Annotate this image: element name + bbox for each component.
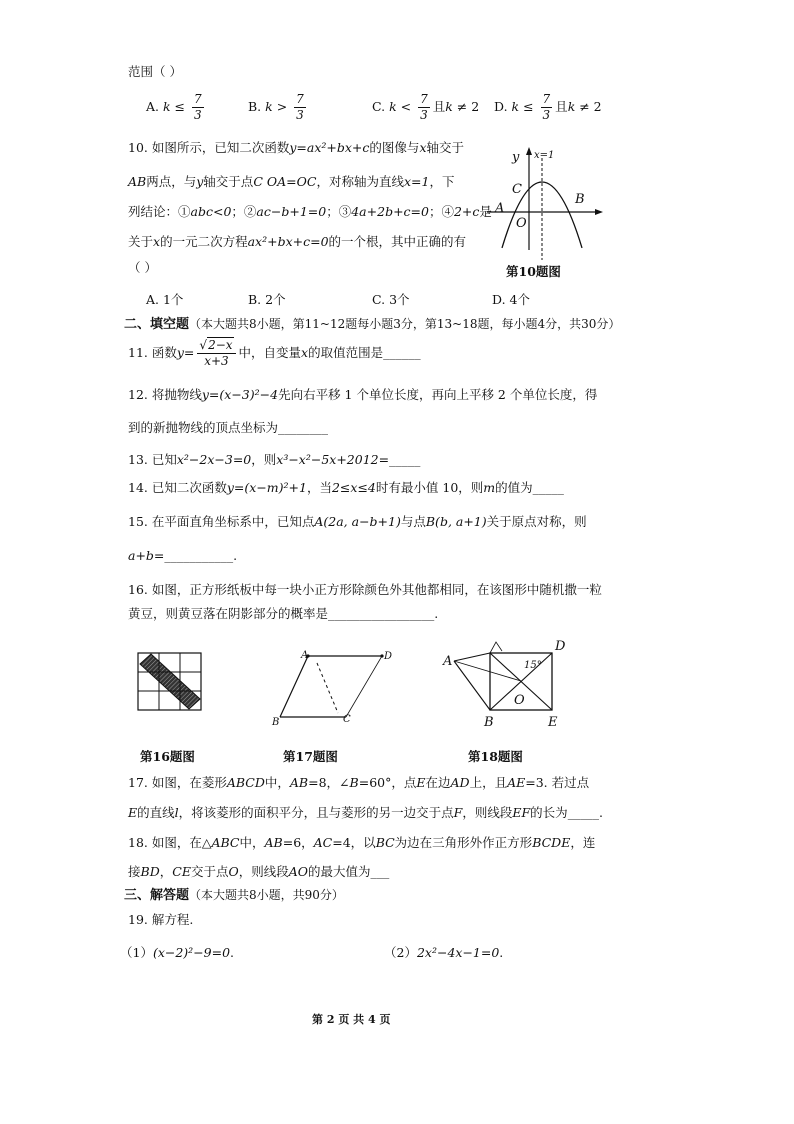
question-12-line-1	[128, 386, 597, 404]
math-expression: AE	[507, 775, 526, 790]
question-9-option-d	[494, 93, 602, 122]
math-expression: F	[453, 805, 463, 820]
question-13	[128, 451, 420, 469]
answer-blank: _____	[532, 480, 564, 495]
text-run: 15. 在平面直角坐标系中，已知点	[128, 514, 315, 529]
math-expression: E	[128, 805, 138, 820]
math-expression: y=	[176, 345, 195, 360]
text-run: 上，且	[469, 775, 508, 790]
question-19-part-2	[384, 944, 503, 962]
answer-blank: _________________	[328, 606, 435, 621]
text-run: 的最大值为	[308, 864, 371, 879]
math-expression: AB	[289, 775, 309, 790]
answer-blank: ______	[383, 345, 421, 360]
text-run: ≤	[519, 99, 538, 114]
math-expression: E	[416, 775, 426, 790]
math-expression: CE	[172, 864, 191, 879]
side-cd	[346, 656, 382, 717]
text-run: .	[434, 606, 439, 621]
text-run: 时有最小值 10，则	[375, 480, 484, 495]
question-18-line-1	[128, 834, 595, 852]
text-run: 列结论：①	[128, 204, 191, 219]
text-run: ，下	[429, 174, 455, 189]
fraction-numerator: 7	[420, 92, 428, 106]
side-ab	[280, 656, 308, 717]
page-footer: 第 2 页 共 4 页	[312, 1013, 391, 1026]
question-10-option-b	[248, 291, 286, 309]
math-expression: B	[349, 775, 359, 790]
text-run: 接	[128, 864, 141, 879]
question-19-part-1	[120, 944, 234, 962]
text-run: =3. 若过点	[525, 775, 590, 790]
question-17-line-1	[128, 774, 589, 792]
math-expression: y=ax²+bx+c	[289, 140, 370, 155]
text-run: <	[396, 99, 416, 114]
text-run: ，连	[570, 835, 596, 850]
section-note: （本大题共8小题，第11~12题每小题3分，第13~18题，每小题4分，共30分）	[189, 317, 621, 331]
math-expression: EF	[512, 805, 531, 820]
math-expression: y	[196, 174, 204, 189]
text-run: 交于点	[190, 864, 229, 879]
text-run: 的长为	[530, 805, 568, 820]
math-expression: l	[174, 805, 179, 820]
symmetry-axis-label: x=1	[534, 150, 555, 161]
text-run: 14. 已知二次函数	[128, 480, 227, 495]
math-expression: AB	[128, 174, 147, 189]
math-expression: k	[567, 99, 576, 114]
question-10-answer-bracket	[128, 259, 157, 277]
text-run: ，则线段	[238, 864, 289, 879]
y-axis-arrow	[526, 147, 532, 155]
fraction	[294, 93, 306, 122]
text-run: 在边	[425, 775, 451, 790]
text-run: 两点，与	[146, 174, 197, 189]
text-run: 11. 函数	[128, 345, 177, 360]
text-run: 的图像与	[369, 140, 420, 155]
point-a-label: A	[495, 201, 505, 216]
question-10-option-d	[492, 291, 530, 309]
fraction-numerator: 7	[193, 92, 202, 106]
question-9-stem-continuation	[128, 63, 182, 81]
math-expression: 2+c	[453, 204, 480, 219]
segment-ao	[454, 661, 521, 681]
fraction-numerator: 7	[542, 92, 551, 106]
math-expression: AC	[313, 835, 333, 850]
question-16-line-1	[128, 581, 602, 599]
text-run: C.	[372, 99, 390, 114]
text-run: 黄豆，则黄豆落在阴影部分的概率是	[128, 606, 329, 621]
fraction-numerator: 7	[296, 92, 304, 106]
math-expression: x	[419, 140, 427, 155]
question-12-line-2	[128, 419, 328, 437]
text-run: 18. 如图，在△	[128, 835, 212, 850]
math-expression: A(2a, a−b+1)	[314, 514, 401, 529]
dashed-bisector-line	[317, 663, 338, 713]
question-14	[128, 479, 564, 497]
text-run: 关于	[128, 234, 154, 249]
math-expression: 2≤x≤4	[331, 480, 376, 495]
handwritten-angle-note: 15°	[524, 660, 542, 671]
text-run: ，将该菱形的面积平分，且与菱形的另一边交于点	[178, 805, 454, 820]
question-10-option-c	[372, 291, 410, 309]
math-expression: x²−2x−3=0	[176, 452, 252, 467]
text-run: ，当	[306, 480, 332, 495]
text-run: 的值为	[495, 480, 533, 495]
text-run: B. 2个	[248, 292, 286, 307]
text-run: >	[272, 99, 292, 114]
math-expression: ABCD	[226, 775, 265, 790]
handwritten-mark	[490, 642, 502, 653]
text-run: 13. 已知	[128, 452, 177, 467]
math-expression: x³−x²−5x+2012=	[276, 452, 390, 467]
question-15-line-2	[128, 547, 237, 565]
figure-16-grid-board	[136, 650, 206, 716]
fraction-denominator: 3	[542, 108, 551, 122]
question-10-line-1	[128, 139, 464, 157]
radicand: 2−x	[208, 338, 233, 352]
text-run: 的一元二次方程	[160, 234, 248, 249]
question-17-line-2	[128, 804, 603, 822]
fraction	[197, 339, 235, 368]
math-expression: O	[228, 864, 239, 879]
text-run: 到的新抛物线的顶点坐标为	[128, 420, 279, 435]
fraction-denominator: x+3	[204, 354, 229, 368]
vertex-b-label: B	[484, 715, 494, 730]
text-run: A. 1个	[146, 292, 184, 307]
fraction-denominator: 3	[193, 108, 202, 122]
text-run: ；②	[231, 204, 257, 219]
figure-10-caption: 第10题图	[506, 264, 561, 279]
text-run: 12. 将抛物线	[128, 387, 202, 402]
text-run: D. 4个	[492, 292, 530, 307]
text-run: ；④	[428, 204, 454, 219]
math-expression: AO	[288, 864, 309, 879]
text-run: =60°，点	[358, 775, 417, 790]
question-10-line-4	[128, 233, 466, 251]
text-run: （1）	[120, 945, 153, 960]
math-expression: k	[265, 99, 273, 114]
vertex-d-label: D	[555, 639, 566, 654]
text-run: 17. 如图，在菱形	[128, 775, 227, 790]
question-9-option-a	[146, 93, 207, 122]
section-2-header	[124, 315, 620, 334]
text-run: 10. 如图所示，已知二次函数	[128, 140, 290, 155]
figure-18-triangle-square	[440, 638, 575, 730]
text-run: ，对称轴为直线	[316, 174, 404, 189]
math-expression: BD	[140, 864, 160, 879]
text-run: 19. 解方程.	[128, 912, 194, 927]
math-expression: (x−2)²−9=0	[152, 945, 231, 960]
section-note: （本大题共8小题，共90分）	[189, 888, 344, 902]
answer-blank: ________	[278, 420, 329, 435]
text-run: ，则	[251, 452, 277, 467]
math-expression: B(b, a+1)	[425, 514, 487, 529]
math-expression: m	[483, 480, 496, 495]
text-run: D.	[494, 99, 512, 114]
vertex-a-label: A	[301, 650, 309, 661]
text-run: ≠ 2	[452, 99, 480, 114]
math-expression: 2x²−4x−1=0	[416, 945, 500, 960]
text-run: 中，自变量	[238, 345, 302, 360]
shaded-region	[140, 654, 200, 709]
text-run: 关于原点对称，则	[486, 514, 587, 529]
math-expression: ABC	[211, 835, 240, 850]
math-expression: abc<0	[190, 204, 232, 219]
question-16-line-2	[128, 605, 438, 623]
math-expression: BC	[375, 835, 395, 850]
math-expression: BCDE	[532, 835, 571, 850]
text-run: 中，	[239, 835, 265, 850]
math-expression: ac−b+1=0	[256, 204, 327, 219]
text-run: .	[233, 548, 238, 563]
text-run: 且	[555, 99, 568, 114]
answer-blank: _____	[389, 452, 421, 467]
text-run: 的取值范围是	[308, 345, 384, 360]
question-10-line-3	[128, 203, 492, 221]
text-run: B.	[248, 99, 266, 114]
math-expression: y=(x−3)²−4	[201, 387, 279, 402]
question-18-line-2	[128, 863, 389, 881]
answer-blank: ___	[370, 864, 390, 879]
text-run: .	[230, 945, 235, 960]
math-expression: k	[162, 99, 171, 114]
math-expression: AB	[264, 835, 283, 850]
text-run: =6，	[282, 835, 314, 850]
math-expression: k	[511, 99, 520, 114]
text-run: ，	[159, 864, 173, 879]
question-19-stem	[128, 911, 193, 929]
math-expression: k	[389, 99, 397, 114]
math-expression: k	[445, 99, 453, 114]
math-expression: x	[301, 345, 309, 360]
answer-blank: ___________	[164, 548, 234, 563]
math-expression: OA=OC	[266, 174, 317, 189]
fraction	[192, 93, 204, 122]
text-run: =4，以	[332, 835, 376, 850]
section-title: 二、填空题	[124, 317, 190, 332]
vertex-e-label: E	[548, 715, 558, 730]
text-run: 是	[479, 204, 492, 219]
x-axis-arrow	[595, 209, 603, 215]
math-expression: a+b=	[128, 548, 165, 563]
side-ac	[454, 653, 490, 661]
text-run: 的直线	[137, 805, 175, 820]
side-ab	[454, 661, 490, 710]
figure-18-caption: 第18题图	[468, 749, 523, 764]
vertex-b-label: B	[272, 717, 280, 728]
section-title: 三、解答题	[124, 888, 190, 903]
vertex-c-label: C	[343, 714, 351, 725]
text-run: A.	[146, 99, 163, 114]
fraction-numerator	[197, 339, 235, 354]
section-3-header	[124, 886, 344, 905]
text-run: ≤	[170, 99, 189, 114]
text-run: （2）	[384, 945, 417, 960]
figure-16-caption: 第16题图	[140, 749, 195, 764]
question-10-line-2	[128, 173, 454, 191]
text-run: 中，	[264, 775, 290, 790]
text-run: =8，∠	[308, 775, 350, 790]
math-expression: ax²+bx+c=0	[247, 234, 329, 249]
question-10-option-a	[146, 291, 183, 309]
text-run: ；③	[326, 204, 352, 219]
text-run: 范围（ ）	[128, 64, 182, 79]
text-run: .	[499, 945, 504, 960]
vertex-d-label: D	[384, 651, 393, 662]
radical-sign: √	[199, 338, 208, 352]
vertex-a-label: A	[443, 654, 453, 669]
fraction	[541, 93, 553, 122]
point-c-label: C	[512, 182, 522, 197]
fraction	[418, 93, 430, 122]
text-run: 轴交于	[426, 140, 465, 155]
text-run: .	[598, 805, 603, 820]
text-run: ，则线段	[462, 805, 513, 820]
text-run: 16. 如图，正方形纸板中每一块小正方形除颜色外其他都相同，在该图形中随机撒一粒	[128, 582, 602, 597]
answer-blank: _____	[567, 805, 599, 820]
text-run: 的一个根，其中正确的有	[328, 234, 467, 249]
figure-10-parabola-graph	[482, 140, 607, 265]
math-expression: x=1	[403, 174, 430, 189]
math-expression: C	[253, 174, 263, 189]
question-9-option-c	[372, 93, 479, 122]
math-expression: AD	[450, 775, 470, 790]
question-15-line-1	[128, 513, 587, 531]
text-run: 为边在三角形外作正方形	[394, 835, 533, 850]
figure-17-rhombus	[270, 645, 395, 733]
fraction-denominator: 3	[420, 108, 428, 122]
text-run: （ ）	[128, 260, 157, 275]
figure-17-caption: 第17题图	[283, 749, 338, 764]
text-run: ≠ 2	[575, 99, 602, 114]
fraction-denominator: 3	[296, 108, 304, 122]
math-expression: y=(x−m)²+1	[226, 480, 307, 495]
text-run: 与点	[400, 514, 426, 529]
question-11	[128, 339, 421, 368]
text-run: 轴交于点	[203, 174, 254, 189]
text-run: 且	[432, 99, 446, 114]
text-run: 先向右平移 1 个单位长度，再向上平移 2 个单位长度，得	[278, 387, 598, 402]
text-run: C. 3个	[372, 292, 410, 307]
y-axis-label: y	[512, 150, 520, 165]
origin-o-label: O	[516, 216, 527, 231]
math-expression: x	[153, 234, 161, 249]
point-o-label: O	[514, 693, 525, 708]
question-9-option-b	[248, 93, 309, 122]
math-expression: 4a+2b+c=0	[351, 204, 429, 219]
point-b-label: B	[575, 192, 585, 207]
